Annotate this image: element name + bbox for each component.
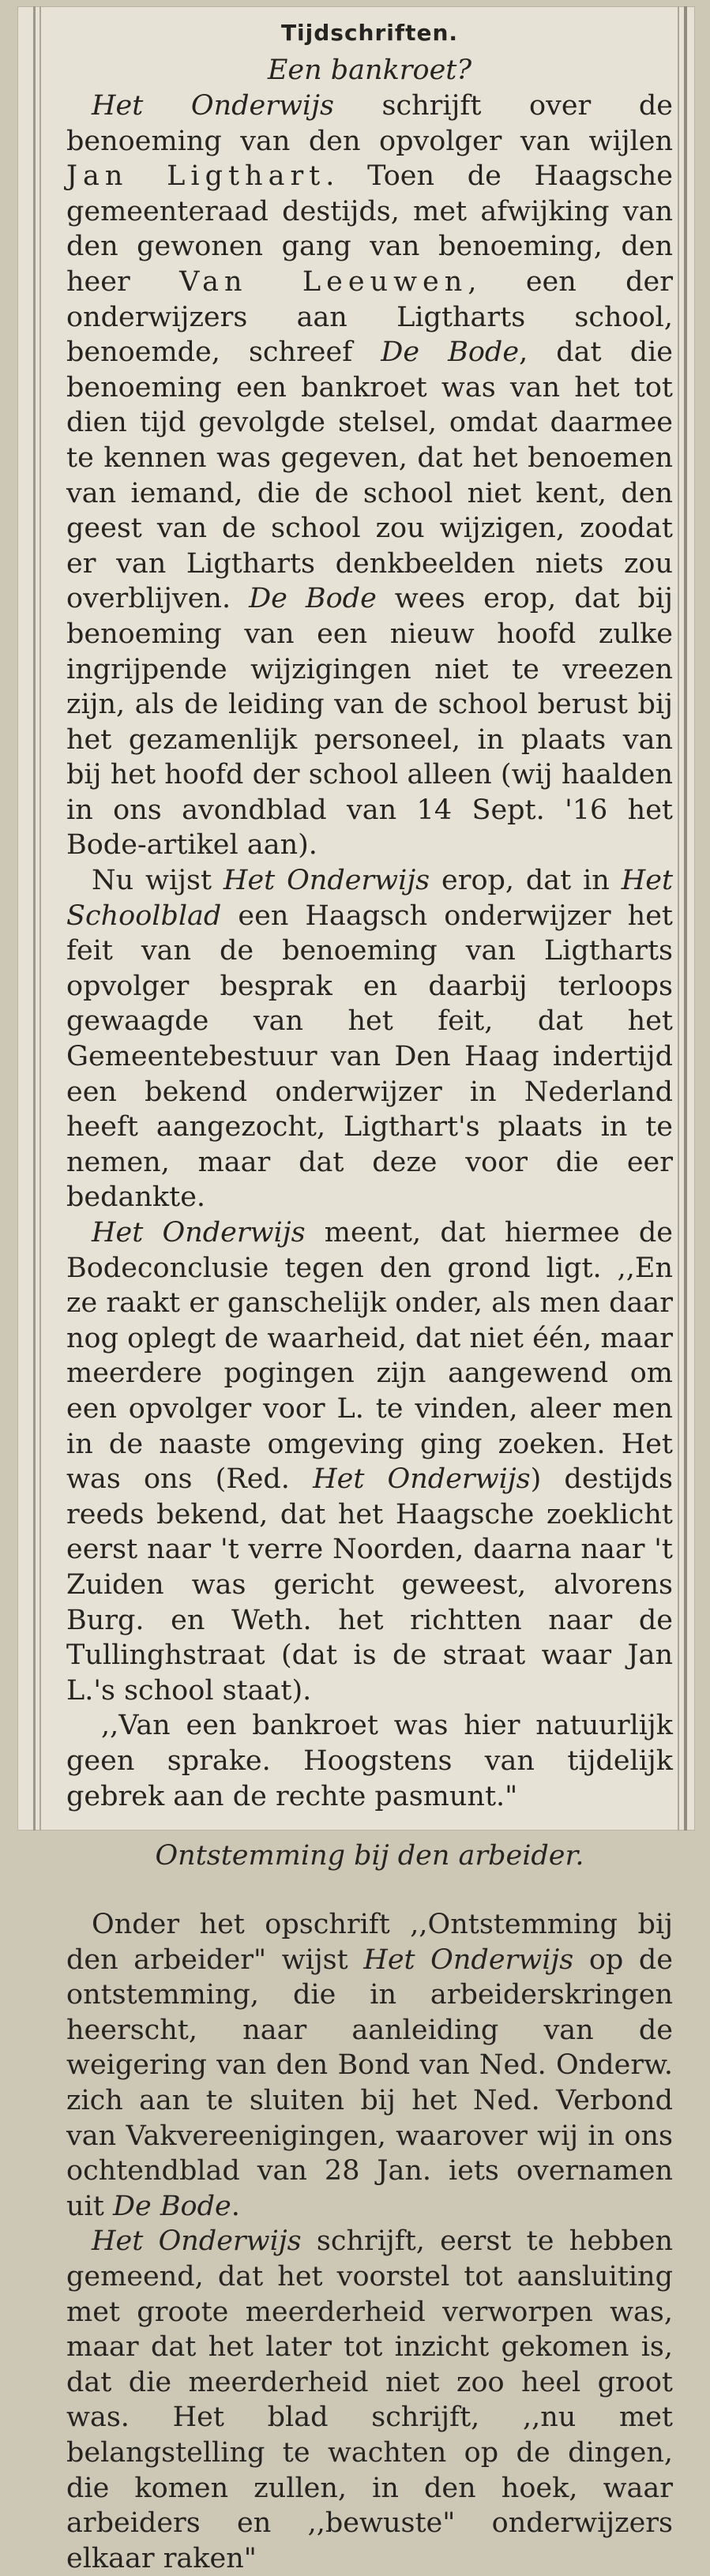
newspaper-clipping: [17, 6, 695, 2574]
publication-title: Het Onderwijs: [363, 1943, 574, 1976]
article-title: Een bankroet?: [267, 54, 472, 86]
column-rule-left: [33, 6, 36, 1831]
article-ontstemming: [66, 1838, 673, 2576]
column-rule-right: [684, 6, 687, 1831]
body-text: ) destijds reeds bekend, dat het Haagsche zoeklicht eerst naar 't verre Noorden, daarna naar 't Zuiden was gericht geweest, alvorens Burg. en Weth. het richtten naar de Tullinghstraat (dat is de straat waar Jan L.'s school staat).: [66, 1463, 673, 1707]
publication-title: De Bode: [112, 2190, 231, 2222]
body-text: meent, dat hiermee de Bodeconclusie tegen den grond ligt. ,,En ze raakt er ganschelijk onder, als men daar nog oplegt de waarheid, dat niet één, maar meerdere pogingen zijn aangewend om een opvolger voor L. te vinden, aleer men in de naaste omgeving ging zoeken. Het was ons (Red.: [66, 1217, 673, 1496]
publication-title: De Bode: [249, 583, 377, 615]
article-paragraph: [66, 1907, 673, 2224]
article-body: [66, 1907, 673, 2576]
column-rule-right-inner: [678, 6, 679, 1831]
body-text: op de ontstemming, die in arbeiderskringen heerscht, naar aanleiding van de weigering van den Bond van Ned. Onderw. zich aan te sluiten bij het Ned. Verbond van Vakvereenigingen, waarover wij in ons ochtendblad van 28 Jan. iets overnamen uit: [66, 1943, 673, 2222]
publication-title: Het Onderwijs: [223, 865, 430, 897]
person-name: Van Leeuwen: [179, 265, 468, 298]
body-text: . Toen de Haagsche gemeenteraad destijds, met afwijking van den gewonen gang van benoeming, den heer: [66, 160, 673, 298]
column-heading: Tijdschriften.: [280, 20, 459, 46]
publication-title: Het Onderwijs: [92, 2225, 302, 2258]
publication-title: De Bode: [381, 336, 520, 369]
body-text: Onder het opschrift ,,Ontstemming bij den arbeider" wijst: [66, 1909, 673, 1976]
article-paragraph: [66, 863, 673, 1215]
article-paragraph: [66, 1708, 673, 1814]
article-paragraph: [66, 1215, 673, 1708]
publication-title: Het Onderwijs: [313, 1463, 531, 1496]
column-rule-left-inner: [39, 6, 41, 1831]
text-column: [66, 14, 673, 2576]
body-text: een Haagsch onderwijzer het feit van de benoeming van Ligtharts opvolger besprak en daarbij terloops gewaagde van het feit, dat het Gemeentebestuur van Den Haag indertijd een bekend onderwijzer in Nederland heeft aangezocht, Ligthart's plaats in te nemen, maar dat deze voor die eer bedankte.: [66, 899, 673, 1214]
publication-title: Het Schoolblad: [66, 865, 674, 932]
body-text: erop, dat in: [430, 865, 622, 897]
body-text: ,,Van een bankroet was hier natuurlijk geen sprake. Hoogstens van tijdelijk gebrek aan de rechte pasmunt.": [66, 1710, 673, 1812]
body-text: Nu wijst: [92, 865, 224, 897]
body-text: wees erop, dat bij benoeming van een nieuw hoofd zulke ingrijpende wijzigingen niet te vreezen zijn, als de leiding van de school berust bij het gezamenlijk personeel, in plaats van bij het hoofd der school alleen (wij haalden in ons avondblad van 14 Sept. '16 het Bode-artikel aan).: [66, 583, 673, 862]
publication-title: Het Onderwijs: [92, 90, 334, 122]
body-text: .: [231, 2190, 240, 2222]
article-bankroet: [66, 52, 673, 1814]
person-name: Jan Ligthart: [66, 160, 326, 193]
article-body: [66, 88, 673, 1814]
body-text: , dat die benoeming een bankroet was van het tot dien tijd gevolgde stelsel, omdat daarmee te kennen was gegeven, dat het benoemen van iemand, die de school niet kent, den geest van de school zou wijzigen, zoodat er van Ligtharts denkbeelden niets zou overblijven.: [66, 336, 674, 615]
body-text: schrijft over de benoeming van den opvolger van wijlen: [66, 90, 673, 157]
body-text: , een der onderwijzers aan Ligtharts school, benoemde, schreef: [66, 265, 673, 369]
article-paragraph: [66, 2224, 673, 2576]
body-text: schrijft, eerst te hebben gemeend, dat het voorstel tot aansluiting met groote meerderheid verworpen was, maar dat het later tot inzicht gekomen is, dat die meerderheid niet zoo heel groot was. Het blad schrijft, ,,nu met belangstelling te wachten op de dingen, die komen zullen, in den hoek, waar arbeiders en ,,bewuste" onderwijzers elkaar raken": [66, 2225, 673, 2574]
article-paragraph: [66, 88, 673, 863]
publication-title: Het Onderwijs: [92, 1217, 306, 1249]
article-title: Ontstemming bij den arbeider.: [155, 1840, 584, 1872]
